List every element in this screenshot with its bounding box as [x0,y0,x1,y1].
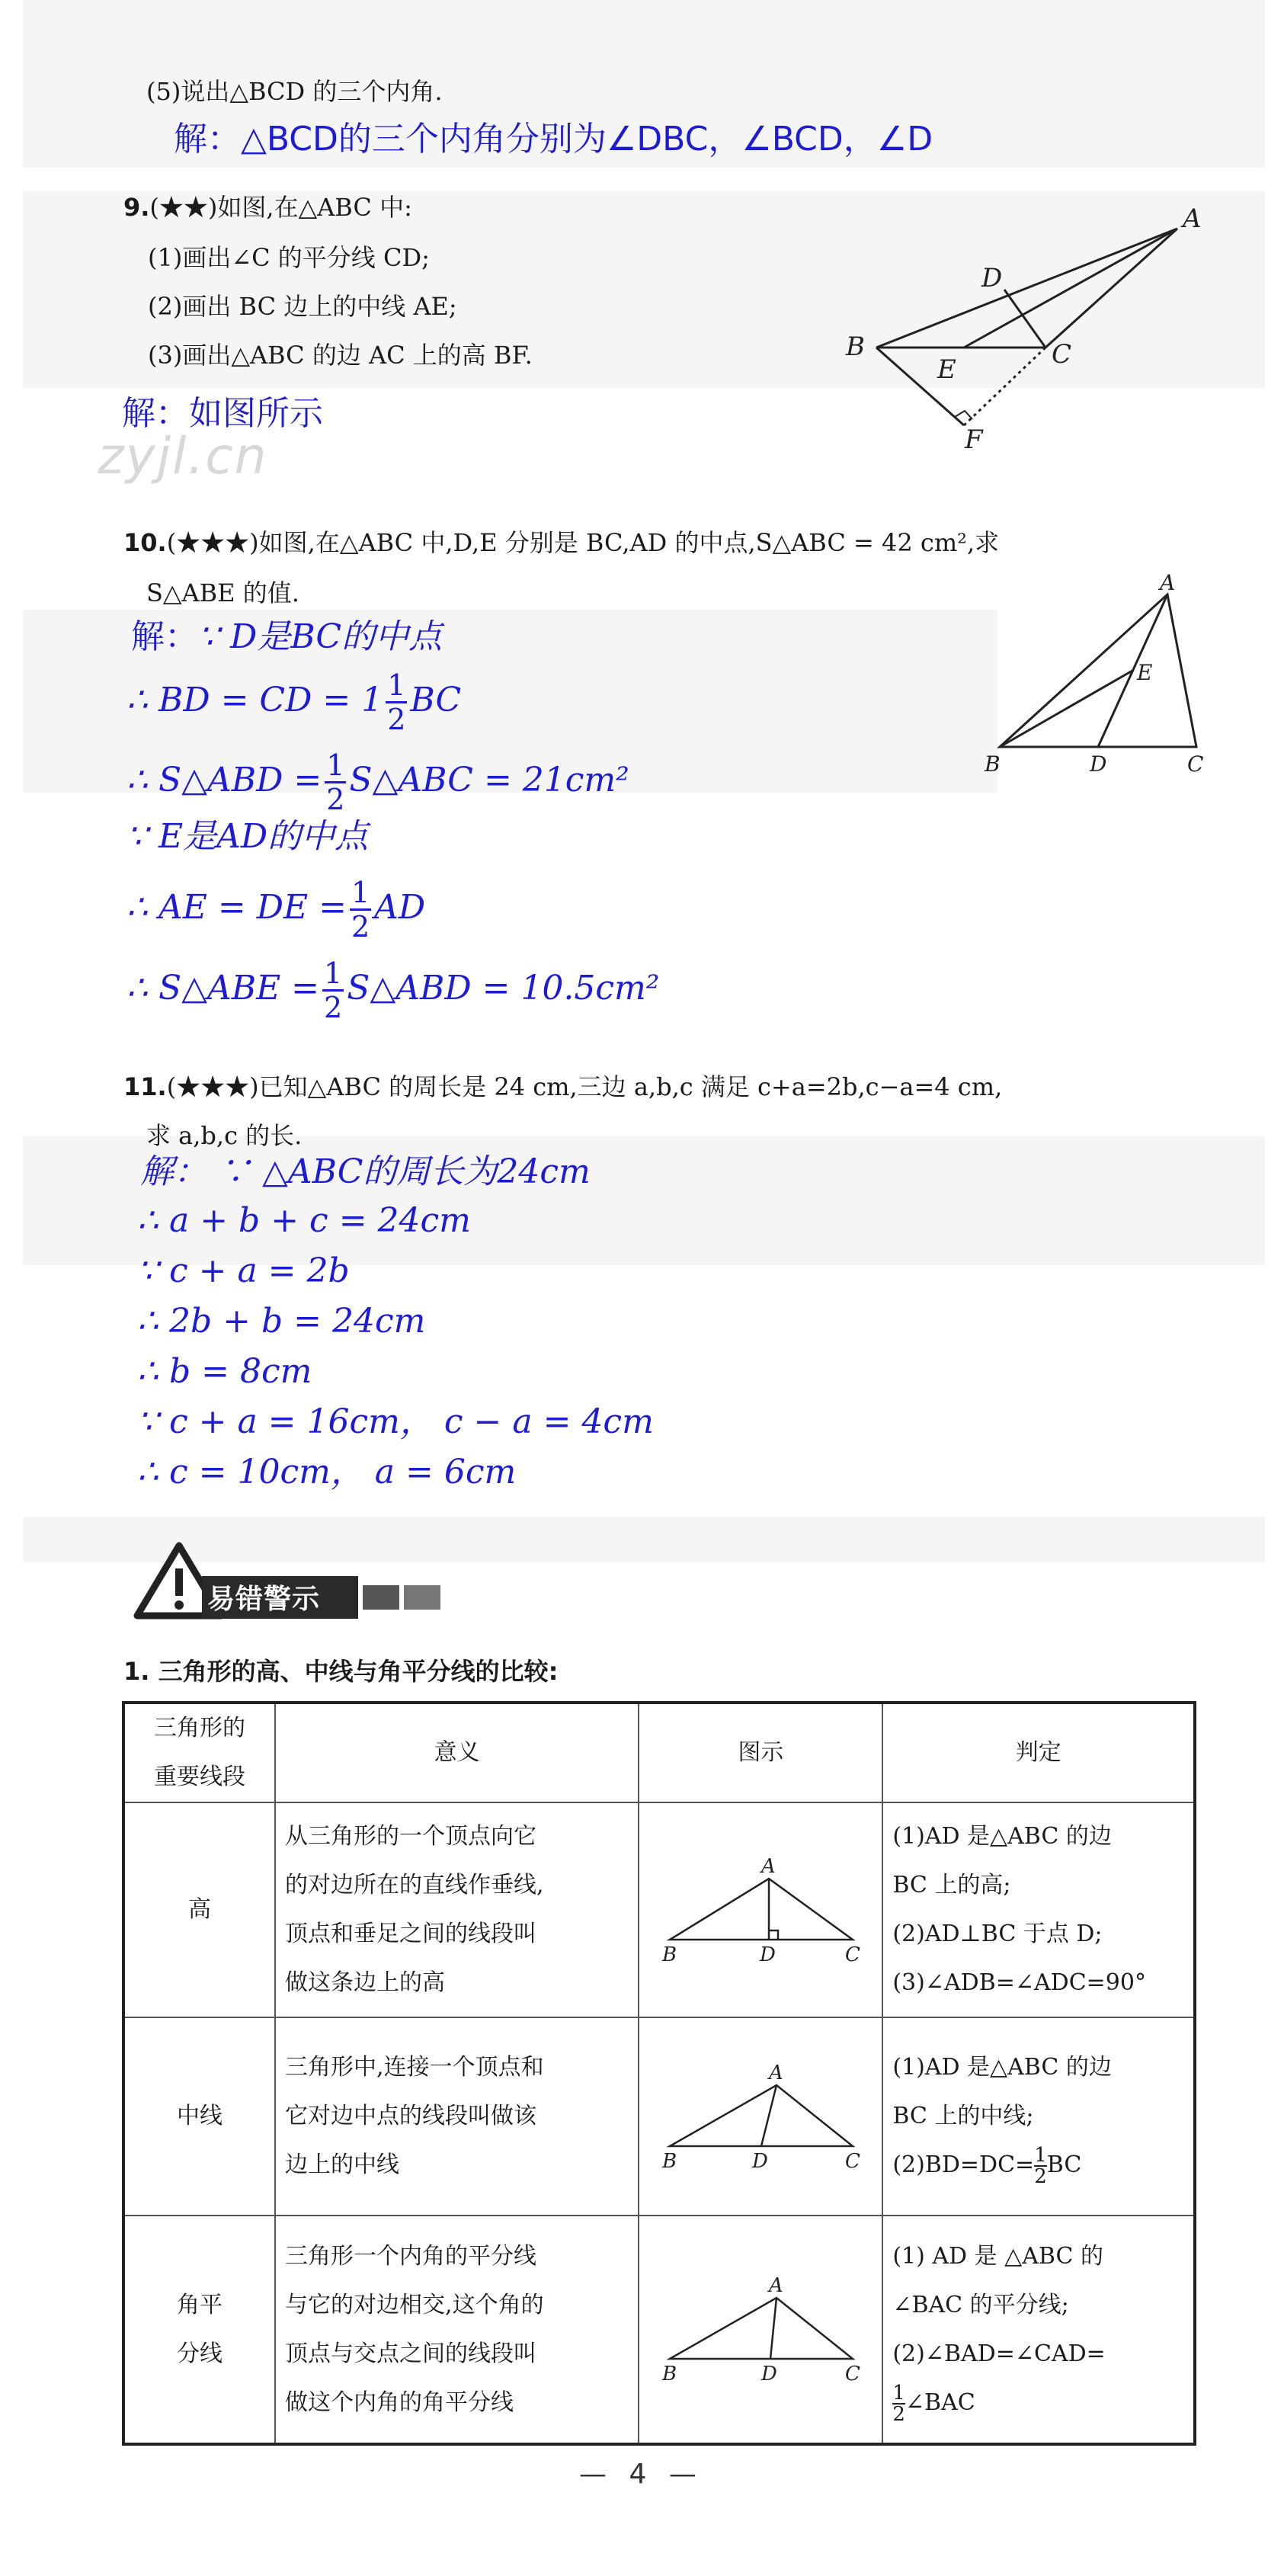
q10-ans-line1 [131,614,442,660]
q10-ans-l3-post: S△ABC = 21cm² [349,761,629,799]
judge-frac-pre: (2)BD=DC= [892,2151,1035,2178]
meaning-line: 顶点和垂足之间的线段叫 [285,1921,537,1947]
fig2-label-C: C [845,2149,861,2173]
row-figure [639,2017,882,2216]
judge-line: (3)∠ADB=∠ADC=90° [892,1969,1146,1996]
q11-ans-line2: ∴ a + b + c = 24cm [137,1201,471,1240]
table-row [123,1802,1195,2017]
watermark: zyjl.cn [98,427,268,485]
q9-text: 如图,在△ABC 中: [217,193,412,222]
q10-ans-l4: ∵ E是AD的中点 [126,817,369,856]
median-figure [639,2032,882,2184]
meaning-line: 三角形一个内角的平分线 [285,2242,537,2270]
q9-label-B: B [846,332,865,362]
row-figure [639,1802,882,2017]
q11-number: 11. [123,1072,167,1101]
q9-figure [831,197,1227,471]
judge-frac-den: 2 [1034,2165,1047,2188]
q11-ans-line3: ∵ c + a = 2b [137,1251,350,1290]
q10-ans-line3 [126,748,629,816]
page-dash-right: — [668,2459,696,2490]
q9-stars: (★★) [149,193,218,222]
q10-stem-line1 [123,526,999,559]
q10-ans-line5 [126,876,426,944]
table-row [123,2017,1195,2216]
judge-line [892,2379,1184,2427]
q10-ans-line4 [126,814,368,860]
warning-heading: 1. 三角形的高、中线与角平分线的比较: [123,1657,559,1686]
q10-ans-l2-num: 1 [387,668,406,702]
q10-ans-l3-pre: ∴ S△ABD = [126,761,322,799]
judge-line: (2)AD⊥BC 于点 D; [892,1921,1103,1947]
page-footer [579,2459,696,2490]
judge-frac-num: 1 [1034,2144,1047,2167]
bisector-figure [639,2244,882,2397]
page-dash-left: — [579,2459,607,2490]
altitude-figure [639,1825,882,1978]
fig1-label-B: B [662,1943,677,1966]
comparison-table [122,1701,1196,2446]
judge-line: BC 上的高; [892,1872,1011,1898]
fig2-label-D: D [752,2149,769,2173]
q10-ans-l1: ∵ D是BC的中点 [198,617,443,656]
fig1-label-C: C [845,1943,861,1966]
meaning-line: 从三角形的一个顶点向它 [285,1823,537,1850]
meaning-line: 它对边中点的线段叫做该 [285,2103,537,2129]
header-col2: 意义 [275,1703,639,1802]
meaning-line: 做这个内角的角平分线 [285,2389,514,2416]
q10-label-C: C [1187,751,1204,777]
q11-stem-line2: 求 a,b,c 的长. [146,1121,303,1150]
q10-ans-line2 [126,668,462,736]
q10-ans-l6-post: S△ABD = 10.5cm² [347,969,660,1008]
row-judge [882,2017,1195,2216]
q11-stars: (★★★) [166,1072,259,1101]
warning-badge-title: 易错警示 [207,1584,321,1615]
fig1-label-A: A [761,1854,776,1878]
q10-ans-l3-den: 2 [326,783,345,816]
q10-ans-prefix: 解： [131,617,198,656]
meaning-line: 边上的中线 [285,2151,400,2178]
header-col1-l2: 重要线段 [154,1764,246,1790]
q10-ans-l2-post: BC [410,681,462,719]
q8-answer: 解：△BCD的三个内角分别为∠DBC，∠BCD，∠D [174,120,933,159]
q10-stars: (★★★) [166,528,259,557]
q10-number: 10. [123,528,167,557]
q9-part1: (1)画出∠C 的平分线 CD; [148,243,430,272]
judge-frac-post: BC [1046,2151,1082,2178]
q10-ans-l6-den: 2 [324,991,343,1024]
q10-ans-line6 [126,956,660,1024]
q10-ans-l5-pre: ∴ AE = DE = [126,888,347,927]
fig1-label-D: D [760,1943,776,1966]
fig2-label-B: B [662,2149,677,2173]
q10-ans-l5-post: AD [374,888,426,927]
meaning-line: 与它的对边相交,这个角的 [285,2291,544,2318]
q11-ans-line7: ∴ c = 10cm， a = 6cm [137,1453,517,1491]
q10-stem-line2: S△ABE 的值. [146,578,299,607]
judge-frac-den: 2 [892,2402,905,2426]
q11-stem-line1 [123,1070,1002,1104]
q9-answer: 解：如图所示 [122,394,323,433]
meaning-line: 的对边所在的直线作垂线, [285,1872,544,1898]
judge-line: ∠BAC 的平分线; [892,2291,1069,2318]
q11-ans-line1: 解： ∵ △ABC的周长为24cm [140,1152,591,1191]
page-number: 4 [629,2459,647,2490]
judge-frac-post: ∠BAC [905,2389,975,2416]
fig3-label-A: A [769,2274,784,2297]
q10-label-D: D [1090,751,1107,777]
header-col4: 判定 [882,1703,1195,1802]
judge-line: BC 上的中线; [892,2103,1034,2129]
q10-figure [968,570,1219,783]
fig3-label-D: D [761,2363,778,2385]
judge-frac-num: 1 [892,2381,905,2405]
row-name [123,2216,275,2444]
meaning-line: 顶点与交点之间的线段叫 [285,2340,537,2367]
judge-line: (1)AD 是△ABC 的边 [892,1823,1112,1850]
row-name: 中线 [123,2017,275,2216]
q10-text: 如图,在△ABC 中,D,E 分别是 BC,AD 的中点,S△ABC = 42 cm²,求 [258,528,1000,557]
q10-label-A: A [1160,570,1176,595]
q9-label-D: D [981,263,1003,293]
table-header-row [123,1703,1195,1802]
row-meaning [275,2017,639,2216]
row-judge [882,1802,1195,2017]
q10-label-B: B [985,751,1001,777]
row-name-l2: 分线 [177,2340,223,2367]
q8-part5: (5)说出△BCD 的三个内角. [146,77,443,106]
header-col1 [123,1703,275,1802]
q10-ans-l6-pre: ∴ S△ABE = [126,969,320,1008]
fig3-label-C: C [845,2363,861,2385]
judge-line: (1) AD 是 △ABC 的 [892,2242,1103,2270]
fig2-label-A: A [769,2061,784,2084]
q9-part2: (2)画出 BC 边上的中线 AE; [148,292,457,321]
q10-ans-l5-num: 1 [351,876,370,909]
q9-label-E: E [937,354,956,385]
meaning-line: 做这条边上的高 [285,1969,446,1996]
table-row [123,2216,1195,2444]
row-meaning [275,2216,639,2444]
header-col1-l1: 三角形的 [154,1715,246,1741]
q10-ans-l6-num: 1 [324,956,343,990]
q9-label-F: F [965,425,983,455]
row-judge [882,2216,1195,2444]
header-col3: 图示 [639,1703,882,1802]
q9-part3: (3)画出△ABC 的边 AC 上的高 BF. [148,341,533,370]
fig3-label-B: B [662,2363,677,2385]
q10-ans-l5-den: 2 [351,910,370,944]
q9-stem [123,191,412,224]
row-name: 高 [123,1802,275,2017]
q11-ans-line5: ∴ b = 8cm [137,1352,312,1391]
meaning-line: 三角形中,连接一个顶点和 [285,2054,544,2081]
q11-ans-line6: ∵ c + a = 16cm， c − a = 4cm [137,1402,654,1441]
q10-ans-l2-pre: ∴ BD = CD = 1 [126,681,383,719]
row-meaning [275,1802,639,2017]
q10-ans-l3-num: 1 [326,748,345,782]
q9-label-A: A [1183,203,1202,234]
judge-line [892,2141,1184,2190]
q11-ans-line4: ∴ 2b + b = 24cm [137,1302,426,1341]
row-name-l1: 角平 [177,2291,223,2318]
q9-number: 9. [123,193,150,222]
q10-ans-l2-den: 2 [387,703,406,736]
q10-label-E: E [1137,660,1153,685]
row-figure [639,2216,882,2444]
q9-label-C: C [1052,339,1072,370]
q11-text: 已知△ABC 的周长是 24 cm,三边 a,b,c 满足 c+a=2b,c−a=4 cm, [258,1072,1003,1101]
judge-line: (2)∠BAD=∠CAD= [892,2340,1106,2367]
judge-line: (1)AD 是△ABC 的边 [892,2054,1112,2081]
